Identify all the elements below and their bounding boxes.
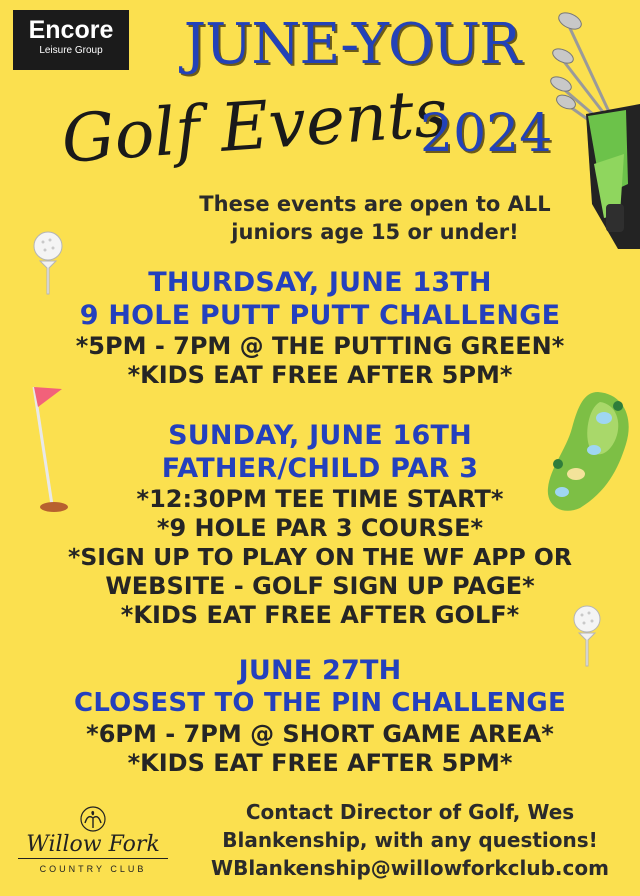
event-2-detail-2: *9 HOLE PAR 3 COURSE* [156,514,484,542]
event-1 [0,266,640,390]
intro-line-2: juniors age 15 or under! [231,220,519,244]
willow-fork-logo [18,806,168,875]
contact-info [190,798,630,882]
event-2 [0,419,640,630]
contact-line-2: Blankenship, with any questions! [222,828,598,852]
title-line-1: JUNE-YOUR [183,12,521,77]
logo-subtitle: Leisure Group [39,45,103,56]
event-3-detail-1: *6PM - 7PM @ SHORT GAME AREA* [86,720,554,748]
event-2-detail-5: *KIDS EAT FREE AFTER GOLF* [120,601,520,629]
logo-name: Encore [28,16,114,44]
willow-tree-icon [80,806,106,832]
event-2-detail-1: *12:30PM TEE TIME START* [136,485,504,513]
event-3-detail-2: *KIDS EAT FREE AFTER 5PM* [127,749,513,777]
title-line-2: Golf Events [59,74,451,178]
title-year: 2024 [420,104,553,164]
event-2-detail-3: *SIGN UP TO PLAY ON THE WF APP OR [68,543,572,571]
event-2-detail-4: WEBSITE - GOLF SIGN UP PAGE* [105,572,535,600]
event-3 [0,654,640,778]
event-1-detail-2: *KIDS EAT FREE AFTER 5PM* [127,361,513,389]
event-1-date: THURDSAY, JUNE 13TH [148,267,492,298]
event-3-date: JUNE 27TH [238,655,402,686]
event-1-name: 9 HOLE PUTT PUTT CHALLENGE [79,300,561,331]
club-name: Willow Fork [26,832,160,857]
contact-line-1: Contact Director of Golf, Wes [245,800,575,824]
contact-email: WBlankenship@willowforkclub.com [211,856,609,880]
intro-text [160,190,590,246]
event-1-detail-1: *5PM - 7PM @ THE PUTTING GREEN* [75,332,565,360]
encore-logo [13,10,129,70]
intro-line-1: These events are open to ALL [199,192,551,216]
club-subtitle: COUNTRY CLUB [18,858,168,875]
event-2-name: FATHER/CHILD PAR 3 [161,453,479,484]
event-3-name: CLOSEST TO THE PIN CHALLENGE [74,688,566,718]
event-2-date: SUNDAY, JUNE 16TH [168,420,472,451]
